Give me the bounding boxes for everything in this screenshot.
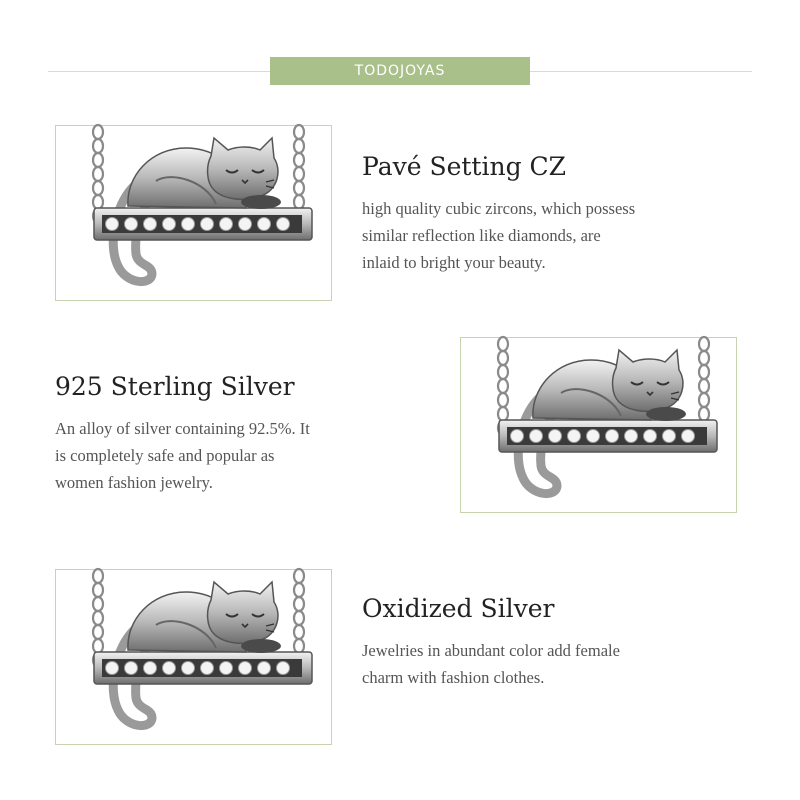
cz-stone [587,430,600,443]
cat-head [208,582,278,643]
cz-stone [201,218,214,231]
cz-stone [511,430,524,443]
cz-stone [163,662,176,675]
cat-necklace-image [56,570,333,746]
feature-pave-setting [362,152,635,276]
cz-stone [125,662,138,675]
feature-description [362,195,635,276]
cz-stone [182,662,195,675]
chain-link [294,639,304,653]
cz-stone [144,662,157,675]
cz-stone [106,662,119,675]
cz-stone [125,218,138,231]
chain-link [699,351,709,365]
chain-link [498,337,508,351]
cz-stone [530,430,543,443]
cz-stone [239,662,252,675]
cz-stone [277,662,290,675]
feature-line: charm with fashion clothes. [362,668,545,687]
chain-link [93,181,103,195]
chain-link [93,611,103,625]
chain-link [294,569,304,583]
chain-link [93,195,103,209]
chain-link [699,393,709,407]
feature-line: An alloy of silver containing 92.5%. It [55,419,310,438]
feature-line: is completely safe and popular as [55,446,275,465]
cz-stone [606,430,619,443]
chain-link [93,625,103,639]
necklace-drawing [498,337,717,494]
feature-line: similar reflection like diamonds, are [362,226,601,245]
chain-link [294,167,304,181]
chain-link [498,351,508,365]
feature-line: high quality cubic zircons, which possess [362,199,636,218]
cz-stone [625,430,638,443]
cz-stone [277,218,290,231]
cz-stone [144,218,157,231]
chain-link [294,195,304,209]
brand-banner [270,57,530,85]
chain-link [294,611,304,625]
necklace-drawing [93,569,312,726]
feature-title: Pavé Setting CZ [362,152,567,181]
feature-line: women fashion jewelry. [55,473,213,492]
cz-stone [163,218,176,231]
chain-link [294,625,304,639]
product-photo-silver [460,337,737,513]
cz-stone [220,662,233,675]
chain-link [699,337,709,351]
chain-link [93,583,103,597]
chain-link [294,153,304,167]
chain-link [498,393,508,407]
cz-stone [258,218,271,231]
cz-stone [220,218,233,231]
cz-stone [663,430,676,443]
chain-link [93,125,103,139]
chain-link [93,597,103,611]
brand-label: TODOJOYAS [354,63,446,79]
cz-stone [239,218,252,231]
chain-link [699,379,709,393]
header-rule-right [530,71,752,72]
cz-stone [182,218,195,231]
cz-stone [106,218,119,231]
cat-head [208,138,278,199]
product-photo-oxidized [55,569,332,745]
cz-stone [549,430,562,443]
feature-description [362,637,620,691]
chain-link [294,139,304,153]
chain-link [294,597,304,611]
necklace-drawing [93,125,312,282]
cz-stone [644,430,657,443]
cat-necklace-image [56,126,333,302]
chain-link [498,365,508,379]
cat-head [613,350,683,411]
chain-link [498,379,508,393]
chain-link [93,153,103,167]
chain-link [93,139,103,153]
cat-necklace-image [461,338,738,514]
chain-link [294,125,304,139]
chain-link [699,365,709,379]
feature-sterling-silver [55,372,310,496]
feature-title: Oxidized Silver [362,594,555,623]
chain-link [294,181,304,195]
cz-stone [568,430,581,443]
feature-oxidized-silver [362,594,620,691]
feature-line: inlaid to bright your beauty. [362,253,546,272]
cz-stone [682,430,695,443]
chain-link [294,583,304,597]
cz-stone [201,662,214,675]
feature-title: 925 Sterling Silver [55,372,295,401]
chain-link [93,639,103,653]
chain-link [699,407,709,421]
chain-link [498,407,508,421]
product-photo-pave [55,125,332,301]
chain-link [93,167,103,181]
feature-description [55,415,310,496]
feature-line: Jewelries in abundant color add female [362,641,620,660]
chain-link [93,569,103,583]
header-rule-left [48,71,270,72]
cz-stone [258,662,271,675]
